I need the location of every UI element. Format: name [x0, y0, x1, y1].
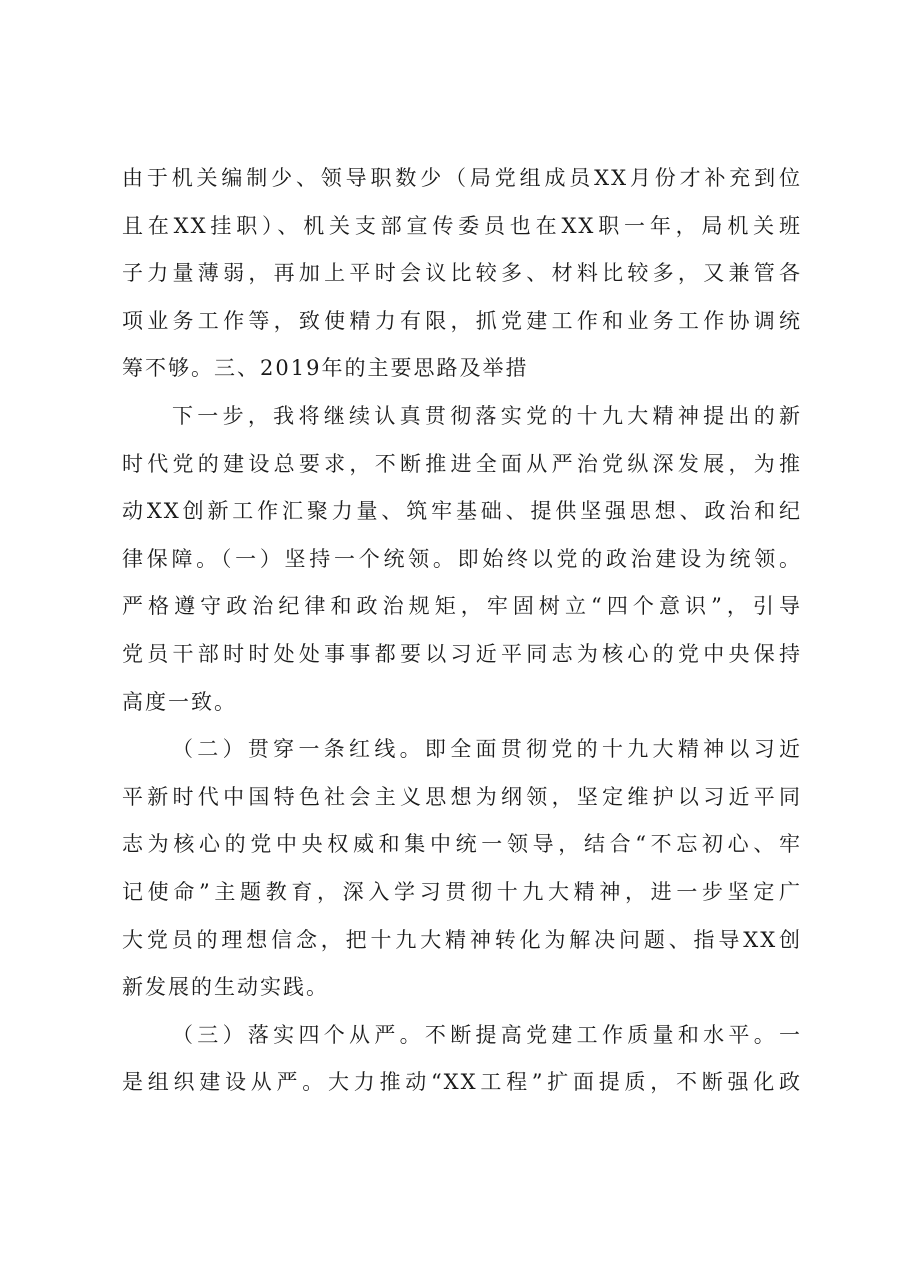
paragraph-3-line-5: 大党员的理想信念，把十九大精神转化为解决问题、指导XX创: [122, 927, 802, 952]
paragraph-1-line-5: 筹不够。三、2019年的主要思路及举措: [122, 356, 529, 381]
paragraph-2-line-1: 下一步，我将继续认真贯彻落实党的十九大精神提出的新: [172, 403, 802, 428]
paragraph-2-line-4: 律保障。（一）坚持一个统领。即始终以党的政治建设为统领。: [122, 546, 802, 571]
paragraph-4-line-2: 是组织建设从严。大力推动“XX工程”扩面提质，不断强化政: [122, 1070, 802, 1095]
paragraph-2-line-7: 高度一致。: [122, 689, 237, 714]
paragraph-2-line-5: 严格遵守政治纪律和政治规矩，牢固树立“四个意识”，引导: [122, 594, 802, 619]
paragraph-1-line-4: 项业务工作等，致使精力有限，抓党建工作和业务工作协调统: [122, 308, 802, 333]
paragraph-2-line-6: 党员干部时时处处事事都要以习近平同志为核心的党中央保持: [122, 641, 802, 666]
paragraph-4-line-1: （三）落实四个从严。不断提高党建工作质量和水平。一: [172, 1022, 802, 1047]
document-body: [122, 155, 802, 1107]
paragraph-3-line-2: 平新时代中国特色社会主义思想为纲领，坚定维护以习近平同: [122, 784, 802, 809]
paragraph-3-line-3: 志为核心的党中央权威和集中统一领导，结合“不忘初心、牢: [122, 832, 802, 857]
paragraph-1-line-1: 由于机关编制少、领导职数少（局党组成员XX月份才补充到位: [122, 166, 802, 190]
paragraph-2-line-2: 时代党的建设总要求，不断推进全面从严治党纵深发展，为推: [122, 451, 802, 476]
paragraph-1-line-2: 且在XX挂职）、机关支部宣传委员也在XX职一年，局机关班: [122, 213, 802, 238]
paragraph-3-line-4: 记使命”主题教育，深入学习贯彻十九大精神，进一步坚定广: [122, 879, 802, 904]
paragraph-1-line-3: 子力量薄弱，再加上平时会议比较多、材料比较多，又兼管各: [122, 261, 802, 286]
paragraph-2-line-3: 动XX创新工作汇聚力量、筑牢基础、提供坚强思想、政治和纪: [122, 499, 802, 524]
paragraph-3-line-6: 新发展的生动实践。: [122, 975, 329, 1000]
paragraph-3-line-1: （二）贯穿一条红线。即全面贯彻党的十九大精神以习近: [172, 737, 802, 762]
